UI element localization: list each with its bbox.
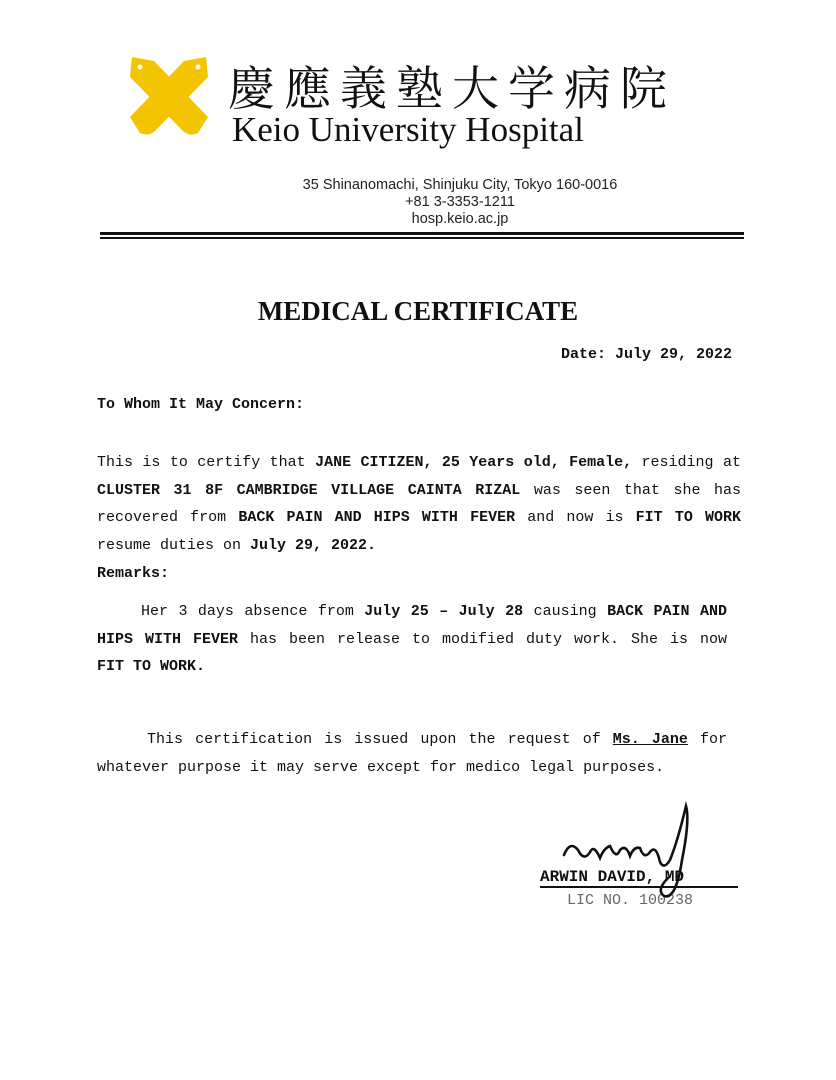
fit-status: FIT TO WORK xyxy=(635,509,741,526)
absence-period: July 25 – July 28 xyxy=(364,603,524,620)
condition: BACK PAIN AND HIPS WITH FEVER xyxy=(238,509,516,526)
fit-status: FIT TO WORK. xyxy=(97,658,206,675)
certificate-date: Date: July 29, 2022 xyxy=(560,346,732,363)
patient-address: CLUSTER 31 8F CAMBRIDGE VILLAGE CAINTA RIZAL xyxy=(97,481,521,499)
hospital-website: hosp.keio.ac.jp xyxy=(411,211,509,227)
hospital-logo xyxy=(128,55,210,137)
certification-paragraph: This is to certify that JANE CITIZEN, 25 Years old, Female, residing at CLUSTER 31 8F CAMBRIDGE VILLAGE CAINTA RIZAL was seen that she has recovered from BACK PAIN AND HIPS WITH FEVER and now is FIT TO WORK resume duties on July 29, 2022. xyxy=(97,454,741,554)
requester-name: Ms. Jane xyxy=(612,731,688,748)
condition: BACK PAIN AND HIPS WITH FEVER xyxy=(97,603,727,648)
handwritten-signature xyxy=(560,800,710,910)
purpose-paragraph: This certification is issued upon the request of Ms. Jane for whatever purpose it may serve except for medico legal purposes. xyxy=(97,731,728,776)
license-number: LIC NO. 100238 xyxy=(567,892,694,909)
remarks-label: Remarks: xyxy=(97,565,170,582)
signatory-name: ARWIN DAVID, MD xyxy=(540,868,685,886)
header-divider xyxy=(100,237,744,239)
document-title: MEDICAL CERTIFICATE xyxy=(257,296,579,326)
hospital-name-japanese: 慶應義塾大学病院 xyxy=(228,62,676,117)
salutation: To Whom It May Concern: xyxy=(97,396,305,413)
resume-date: July 29, 2022. xyxy=(250,536,377,554)
remarks-paragraph: Her 3 days absence from July 25 – July 28 causing BACK PAIN AND HIPS WITH FEVER has been release to modified duty work. She is now FIT TO WORK. xyxy=(97,603,727,675)
hospital-phone: +81 3-3353-1211 xyxy=(405,194,515,210)
header-divider xyxy=(100,232,744,235)
hospital-name-english: Keio University Hospital xyxy=(232,110,584,149)
hospital-address: 35 Shinanomachi, Shinjuku City, Tokyo 160-0016 xyxy=(302,177,618,193)
patient-info: JANE CITIZEN, 25 Years old, Female, xyxy=(315,454,633,471)
